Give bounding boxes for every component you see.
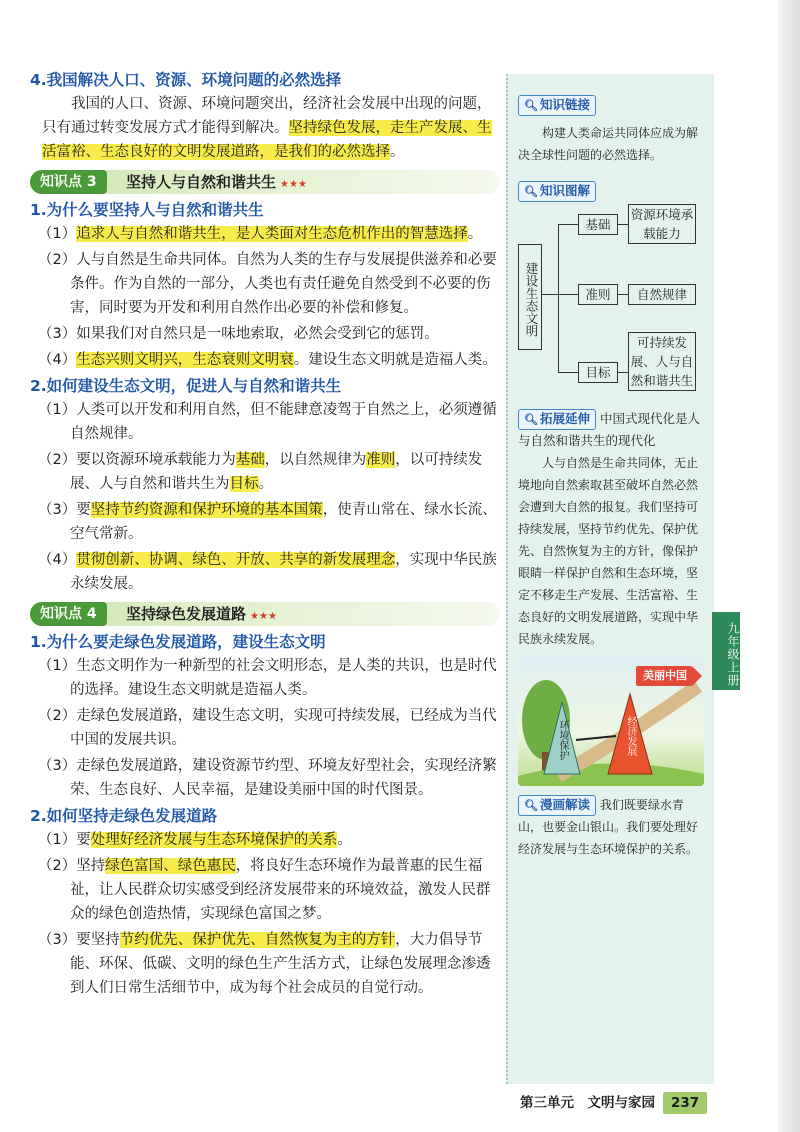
connector — [618, 224, 628, 225]
text: ，将良好生态环境作为最普惠的民生福祉，让人民群众切实感受到经济发展带来的环境效益，激发人民群众的绿色创造热情，实现绿色富国之梦。 — [70, 858, 491, 922]
section-4-paragraph — [30, 92, 500, 164]
list-item — [30, 222, 500, 246]
kp4-question-1: 1.为什么要走绿色发展道路，建设生态文明 — [30, 633, 326, 651]
text: （1） — [38, 226, 77, 242]
list-item — [30, 348, 500, 372]
connector — [542, 294, 558, 295]
knowledge-point-3-header — [30, 170, 500, 194]
extension-text: 人与自然是生命共同体，无止境地向自然索取甚至破坏自然必然会遭到大自然的报复。我们坚持可持续发展，坚持节约优先、保护优先、自然恢复为主的方针，像保护眼睛一样保护自然和生态环境，坚定不移走生产发展、生活富裕、生态良好的文明发展道路，实现中华民族永续发展。 — [518, 456, 699, 646]
extension-title: 中国式现代化是人与自然和谐共生的现代化 — [518, 411, 700, 448]
magnifier-icon: 🔍︎ — [524, 799, 538, 812]
cartoon-right-label: 经济发展 — [625, 716, 636, 756]
page-edge — [778, 0, 800, 1132]
extension-heading — [518, 408, 704, 452]
text: 。 — [337, 832, 352, 848]
kp3-title — [126, 170, 307, 197]
diagram-branch-goal: 目标 — [578, 362, 618, 383]
cartoon-sign-text: 美丽中国 — [643, 669, 687, 682]
tag-comic — [518, 795, 596, 816]
cartoon-illustration — [518, 656, 704, 786]
kp4-title-text: 坚持绿色发展道路 — [126, 605, 247, 623]
concept-diagram — [518, 207, 704, 396]
list-item — [30, 928, 500, 1000]
list-item — [30, 828, 500, 852]
diagram-leaf-capacity: 资源环境承载能力 — [628, 204, 696, 244]
sign-arrow-icon — [692, 666, 702, 686]
comic-interpretation-box — [518, 794, 704, 860]
list-item: （2）走绿色发展道路，建设生态文明，实现可持续发展，已经成为当代中国的发展共识。 — [38, 708, 497, 748]
diagram-branch-basis: 基础 — [578, 214, 618, 235]
list-item: （1）人类可以开发和利用自然，但不能肆意凌驾于自然之上，必须遵循自然规律。 — [38, 402, 497, 442]
tag-extension — [518, 409, 596, 430]
list-item — [30, 854, 500, 926]
comic-text — [518, 794, 704, 860]
kp3-badge: 知识点 3 — [30, 170, 107, 194]
text: ，以可持续发展、人与自然和谐共生为 — [70, 452, 483, 492]
text: 。建设生态文明就是造福人类。 — [293, 352, 497, 368]
magnifier-icon: 🔍︎ — [524, 99, 538, 112]
main-column — [30, 66, 500, 1002]
text: ，实现中华民族永续发展。 — [70, 552, 497, 592]
star-icon: ★★★ — [280, 179, 307, 190]
text: ，使青山常在、绿水长流、空气常新。 — [70, 502, 497, 542]
text: （3）要 — [38, 502, 91, 518]
text: 。 — [467, 226, 483, 242]
tag-knowledge-link — [518, 95, 596, 116]
sidebar — [506, 74, 714, 1084]
list-item — [30, 448, 500, 496]
star-icon: ★★★ — [250, 611, 277, 622]
kp4-title — [126, 602, 277, 629]
page-footer — [520, 1092, 707, 1114]
diagram-root: 建设生态文明 — [518, 244, 542, 350]
highlight: 坚持绿色发展，走生产发展、生活富裕、生态良好的文明发展道路，是我们的必然选择 — [42, 120, 492, 160]
connector — [558, 372, 578, 373]
highlight: 基础 — [235, 452, 265, 468]
list-item: （3）走绿色发展道路，建设资源节约型、环境友好型社会，实现经济繁荣、生态良好、人民幸福，是建设美丽中国的时代图景。 — [38, 758, 497, 798]
tag-label: 漫画解读 — [539, 797, 590, 812]
tag-label: 拓展延伸 — [539, 411, 590, 426]
text: 。 — [390, 144, 405, 160]
knowledge-link-text: 构建人类命运共同体应成为解决全球性问题的必然选择。 — [518, 126, 699, 162]
kp3-question-2: 2.如何建设生态文明，促进人与自然和谐共生 — [30, 377, 342, 395]
magnifier-icon: 🔍︎ — [524, 413, 538, 426]
kp3-title-text: 坚持人与自然和谐共生 — [126, 173, 277, 191]
text: （2）坚持 — [38, 858, 106, 874]
kp3-question-1: 1.为什么要坚持人与自然和谐共生 — [30, 201, 264, 219]
grade-volume-tab: 九年级上册 — [712, 612, 740, 690]
list-item: （3）如果我们对自然只是一味地索取，必然会受到它的惩罚。 — [38, 326, 439, 342]
tag-label: 知识链接 — [539, 97, 590, 112]
comic-body: 我们既要绿水青山，也要金山银山。我们要处理好经济发展与生态环境保护的关系。 — [518, 798, 699, 856]
highlight: 节约优先、保护优先、自然恢复为主的方针 — [119, 932, 396, 948]
list-item: （2）人与自然是生命共同体。自然为人类的生存与发展提供滋养和必要条件。作为自然的一部分，人类也有责任避免自然受到不必要的伤害，同时要为开发和利用自然作出必要的补偿和修复。 — [38, 252, 497, 316]
text: （3）要坚持 — [38, 932, 120, 948]
highlight: 目标 — [229, 476, 259, 492]
highlight: 处理好经济发展与生态环境保护的关系 — [90, 832, 338, 848]
kp4-badge: 知识点 4 — [30, 602, 107, 626]
highlight: 准则 — [366, 452, 396, 468]
knowledge-link-box — [518, 94, 704, 166]
section-4-title: 4.我国解决人口、资源、环境问题的必然选择 — [30, 71, 342, 89]
text: 我国的人口、资源、环境问题突出，经济社会发展中出现的问题，只有通过转变发展方式才能得到解决。 — [42, 96, 492, 136]
text: （1）要 — [38, 832, 91, 848]
highlight: 坚持节约资源和保护环境的基本国策 — [90, 502, 323, 518]
connector — [618, 372, 628, 373]
text: ，以自然规律为 — [264, 452, 367, 468]
text: （2）要以资源环境承载能力为 — [38, 452, 236, 468]
text: （4） — [38, 552, 77, 568]
cartoon-left-label: 环境保护 — [557, 720, 568, 760]
footer-unit: 第三单元 文明与家园 — [520, 1095, 655, 1111]
highlight: 贯彻创新、协调、绿色、开放、共享的新发展理念 — [76, 552, 396, 568]
connector — [558, 224, 578, 225]
tag-label: 知识图解 — [539, 183, 590, 198]
highlight: 追求人与自然和谐共生，是人类面对生态危机作出的智慧选择 — [76, 226, 468, 242]
extension-box — [518, 408, 704, 650]
diagram-leaf-goal: 可持续发展、人与自然和谐共生 — [628, 332, 696, 391]
highlight: 绿色富国、绿色惠民 — [105, 858, 236, 874]
knowledge-point-4-header — [30, 602, 500, 626]
connector — [558, 224, 559, 372]
highlight: 生态兴则文明兴，生态衰则文明衰 — [76, 352, 294, 368]
page-number: 237 — [663, 1092, 707, 1114]
list-item — [30, 548, 500, 596]
sidebar-content — [518, 94, 704, 860]
tag-knowledge-diagram — [518, 181, 596, 202]
knowledge-diagram-box — [518, 180, 704, 396]
text: ，大力倡导节能、环保、低碳、文明的绿色生产生活方式，让绿色发展理念渗透到人们日常生活细节中，成为每个社会成员的自觉行动。 — [70, 932, 491, 996]
text: （4） — [38, 352, 77, 368]
kp4-question-2: 2.如何坚持走绿色发展道路 — [30, 807, 218, 825]
connector — [558, 294, 578, 295]
text: 。 — [258, 476, 273, 492]
diagram-branch-rule: 准则 — [578, 284, 618, 305]
diagram-leaf-law: 自然规律 — [628, 284, 696, 305]
connector — [618, 294, 628, 295]
list-item: （1）生态文明作为一种新型的社会文明形态，是人类的共识，也是时代的选择。建设生态文明就是造福人类。 — [38, 658, 497, 698]
list-item — [30, 498, 500, 546]
magnifier-icon: 🔍︎ — [524, 185, 538, 198]
